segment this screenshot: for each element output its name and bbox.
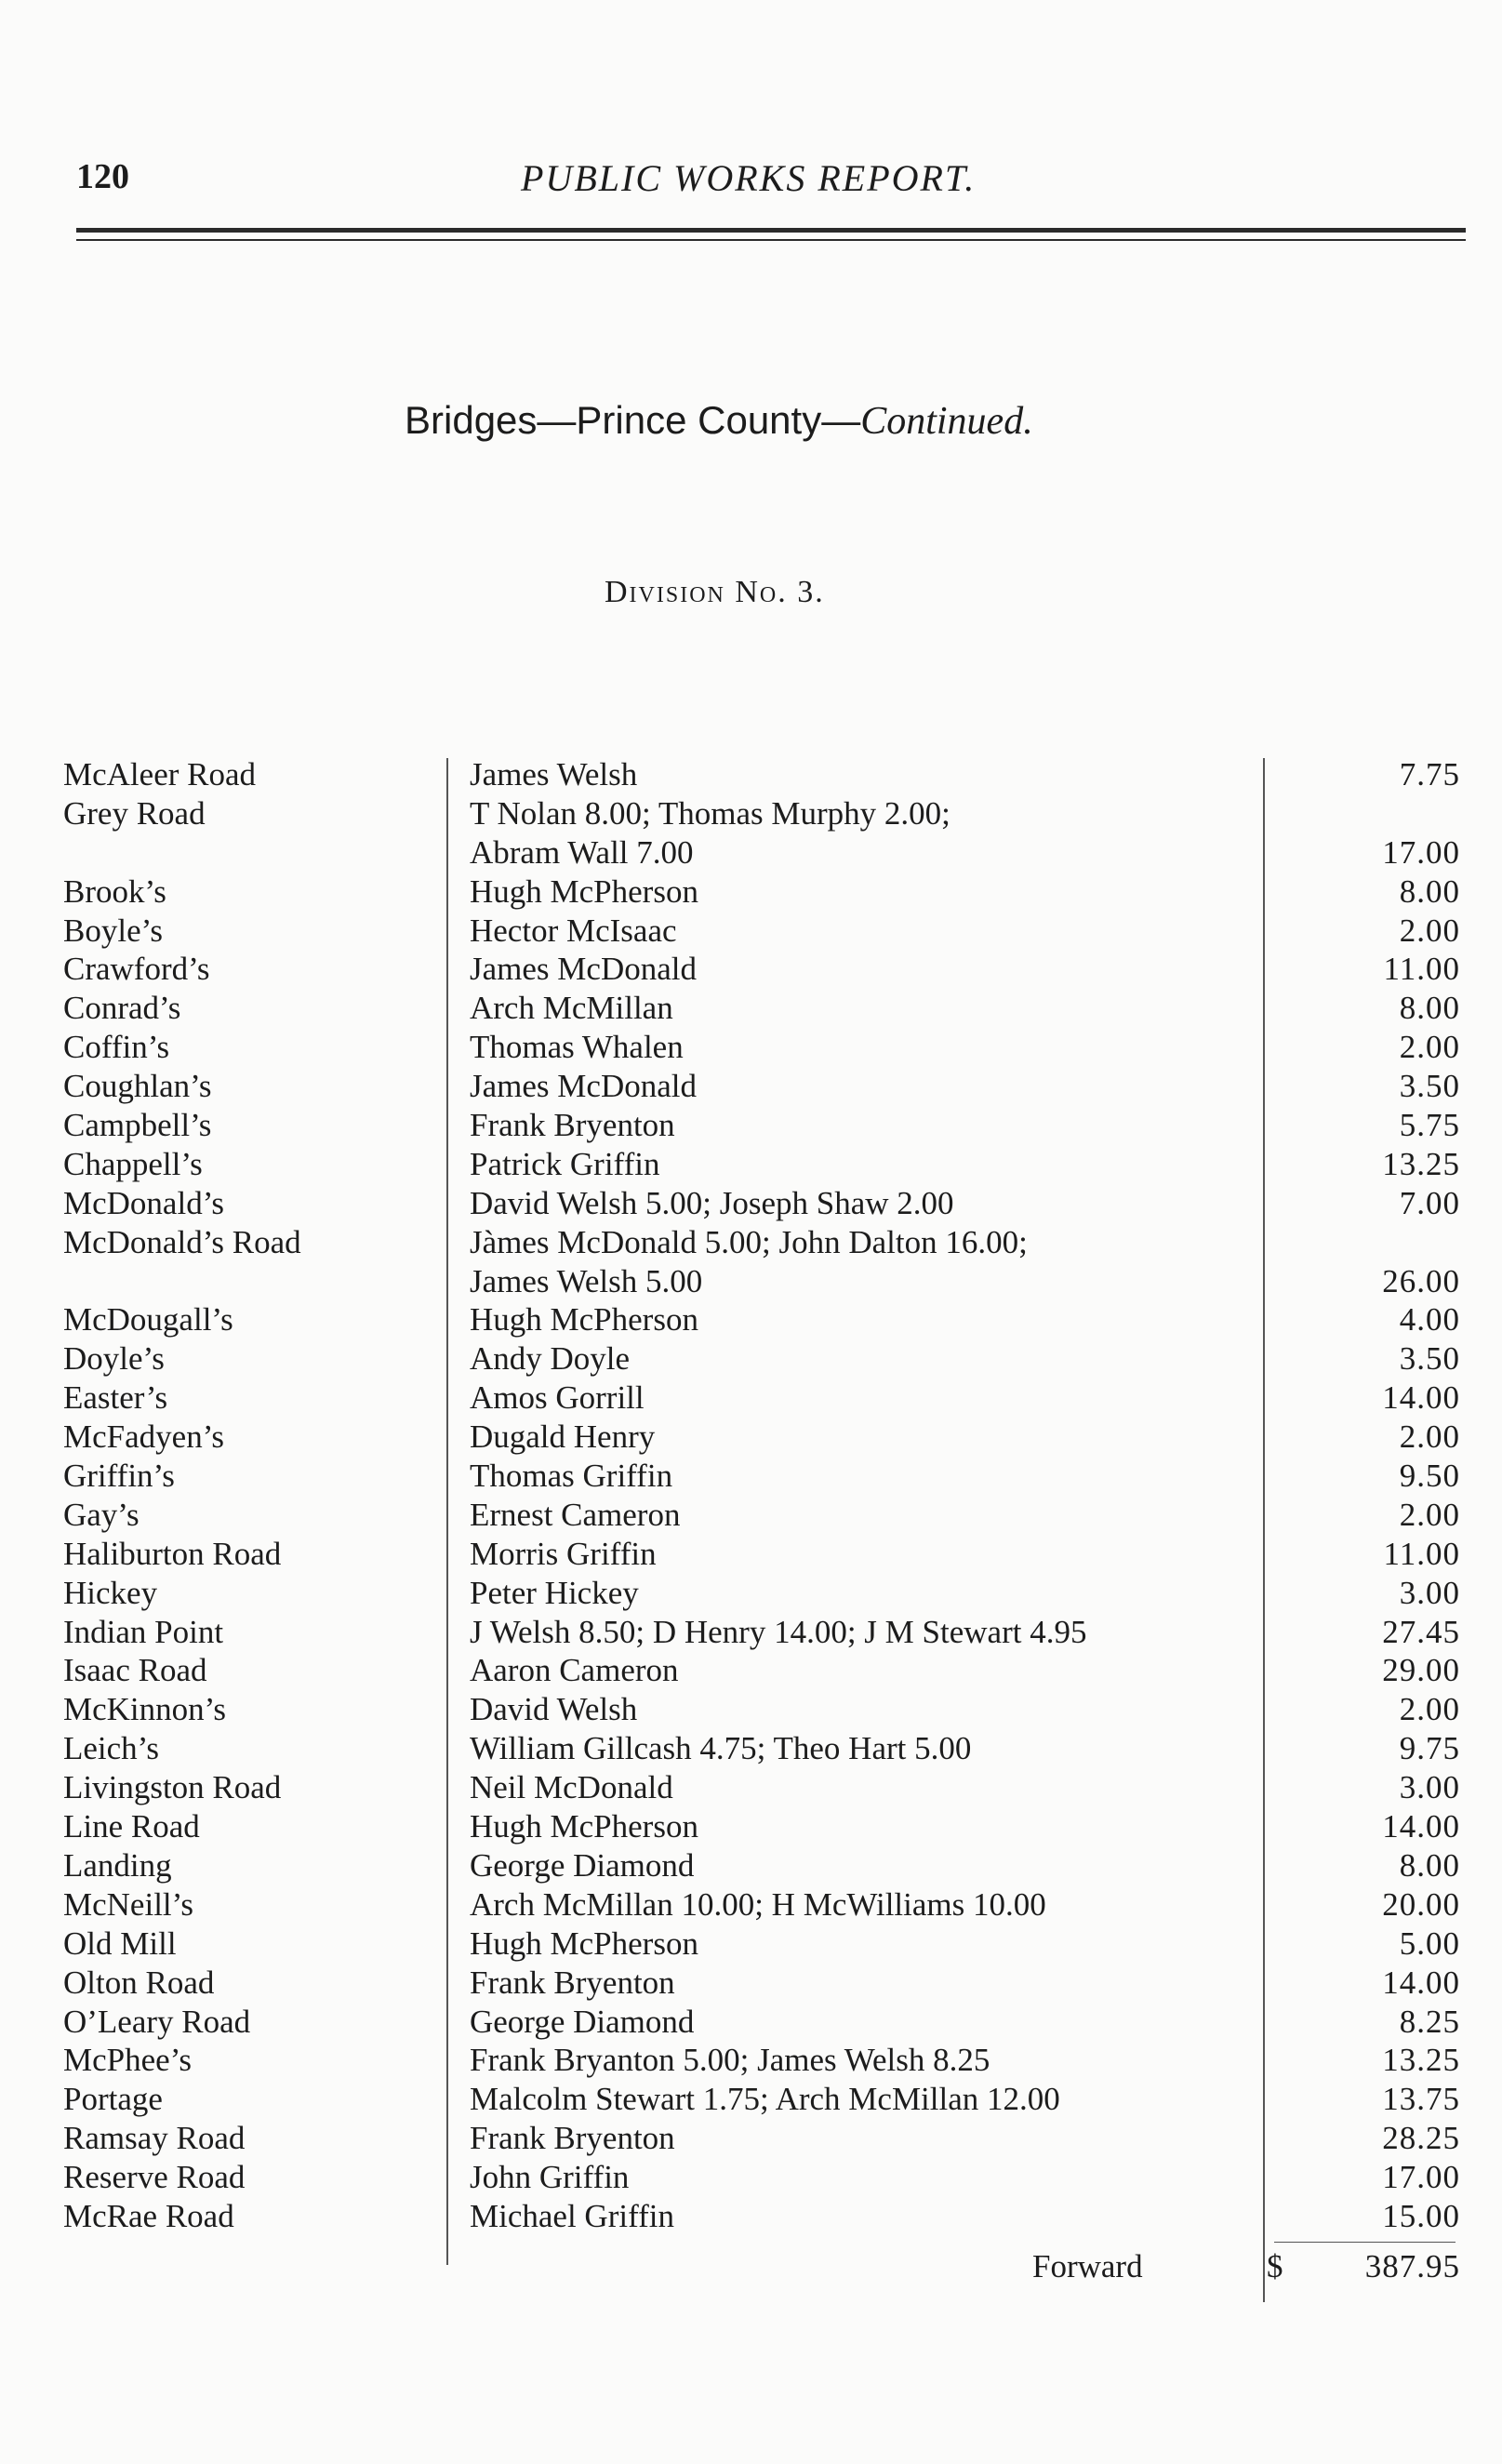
table-row	[0, 1106, 1502, 1145]
payee-entry: Abram Wall 7.00	[470, 833, 694, 871]
amount: 20.00	[1382, 1885, 1460, 1923]
bridge-name: Grey Road	[63, 794, 206, 832]
payee-entry: Hugh McPherson	[470, 1301, 698, 1339]
table-row	[0, 1145, 1502, 1184]
payee-entry: Frank Bryenton	[470, 1107, 675, 1144]
amount: 8.25	[1399, 2003, 1460, 2040]
table-row	[0, 1729, 1502, 1768]
bridge-name: McNeill’s	[63, 1885, 193, 1923]
table-row	[0, 1067, 1502, 1106]
bridge-name: McPhee’s	[63, 2042, 193, 2079]
bridge-name: Brook’s	[63, 872, 166, 910]
payee-entry: James Welsh	[470, 756, 638, 792]
payee-entry: J Welsh 8.50; D Henry 14.00; J M Stewart 4.95	[470, 1613, 1087, 1650]
payee-entry: Thomas Griffin	[470, 1458, 673, 1495]
table-row	[0, 1925, 1502, 1964]
payee-entry: Arch McMillan	[470, 990, 673, 1027]
bridge-name: Coffin’s	[63, 1029, 170, 1066]
payee-entry: Jàmes McDonald 5.00; John Dalton 16.00;	[470, 1223, 1028, 1260]
amount: 13.25	[1382, 2042, 1460, 2079]
payee-entry: Andy Doyle	[470, 1340, 631, 1378]
payee-entry: Ernest Cameron	[470, 1496, 681, 1533]
table-row	[0, 989, 1502, 1028]
amount: 13.75	[1382, 2081, 1460, 2118]
amount: 5.75	[1399, 1107, 1460, 1144]
section-title-continued: Continued.	[860, 400, 1033, 443]
amount: 2.00	[1399, 1418, 1460, 1456]
table-row	[0, 872, 1502, 912]
payee-entry: David Welsh 5.00; Joseph Shaw 2.00	[470, 1184, 954, 1221]
section-title-main: Bridges—Prince County—	[405, 398, 861, 442]
table-row	[0, 1418, 1502, 1457]
amount: 3.50	[1399, 1068, 1460, 1105]
payee-entry: Hugh McPherson	[470, 1925, 698, 1962]
payee-entry: Morris Griffin	[470, 1535, 657, 1572]
amount: 8.00	[1399, 872, 1460, 910]
table-row	[0, 1768, 1502, 1807]
table-row	[0, 755, 1502, 794]
amount: 15.00	[1382, 2197, 1460, 2234]
bridge-name: Griffin’s	[63, 1458, 175, 1495]
payee-entry: William Gillcash 4.75; Theo Hart 5.00	[470, 1730, 972, 1767]
table-row	[0, 794, 1502, 833]
payee-entry: Arch McMillan 10.00; H McWilliams 10.00	[470, 1885, 1046, 1923]
table-row	[0, 1535, 1502, 1574]
amount: 29.00	[1382, 1652, 1460, 1689]
bridge-name: Crawford’s	[63, 951, 210, 988]
amount: 17.00	[1382, 2159, 1460, 2196]
payee-entry: James McDonald	[470, 1068, 697, 1105]
table-row	[0, 1496, 1502, 1535]
amount: 17.00	[1382, 833, 1460, 871]
table-row	[0, 2041, 1502, 2080]
amount: 27.45	[1382, 1613, 1460, 1650]
bridge-name: Easter’s	[63, 1379, 168, 1417]
table-row	[0, 1964, 1502, 2003]
amount: 26.00	[1382, 1262, 1460, 1299]
payee-entry: Hugh McPherson	[470, 1808, 698, 1845]
payee-entry: John Griffin	[470, 2159, 630, 2196]
currency-symbol: $	[1267, 2248, 1283, 2284]
forward-row	[0, 2246, 1502, 2287]
bridge-name: Hickey	[63, 1574, 158, 1611]
bridge-name: Haliburton Road	[63, 1535, 282, 1572]
amount: 8.00	[1399, 1846, 1460, 1884]
ledger-table	[0, 755, 1502, 2236]
bridge-name: Chappell’s	[63, 1145, 203, 1182]
bridge-name: Doyle’s	[63, 1340, 165, 1378]
amount: 2.00	[1399, 1496, 1460, 1533]
payee-entry: Frank Bryenton	[470, 2120, 675, 2157]
amount: 8.00	[1399, 990, 1460, 1027]
amount: 28.25	[1382, 2120, 1460, 2157]
page-number: 120	[76, 157, 129, 196]
bridge-name: Boyle’s	[63, 912, 163, 949]
payee-entry: Patrick Griffin	[470, 1145, 660, 1182]
bridge-name: Olton Road	[63, 1964, 215, 2001]
amount: 11.00	[1383, 1535, 1460, 1572]
bridge-name: Ramsay Road	[63, 2120, 246, 2157]
payee-entry: George Diamond	[470, 2003, 695, 2040]
payee-entry: Peter Hickey	[470, 1574, 639, 1611]
amount: 2.00	[1399, 1691, 1460, 1728]
payee-entry: Hugh McPherson	[470, 872, 698, 910]
bridge-name: Campbell’s	[63, 1107, 212, 1144]
table-row	[0, 2080, 1502, 2119]
bridge-name: Gay’s	[63, 1496, 140, 1533]
bridge-name: Isaac Road	[63, 1652, 207, 1689]
amount: 3.00	[1399, 1769, 1460, 1806]
amount: 14.00	[1382, 1964, 1460, 2001]
bridge-name: Leich’s	[63, 1730, 160, 1767]
header-rule-thin	[76, 239, 1466, 241]
running-title: PUBLIC WORKS REPORT.	[521, 157, 977, 199]
amount: 13.25	[1382, 1145, 1460, 1182]
amount: 7.75	[1399, 756, 1460, 792]
bridge-name: Conrad’s	[63, 990, 181, 1027]
bridge-name: Livingston Road	[63, 1769, 282, 1806]
payee-entry: Frank Bryenton	[470, 1964, 675, 2001]
amount: 7.00	[1399, 1184, 1460, 1221]
table-row	[0, 1339, 1502, 1379]
table-row	[0, 1379, 1502, 1418]
amount: 5.00	[1399, 1925, 1460, 1962]
payee-entry: Aaron Cameron	[470, 1652, 679, 1689]
amount: 14.00	[1382, 1379, 1460, 1417]
payee-entry: Michael Griffin	[470, 2197, 674, 2234]
payee-entry: Thomas Whalen	[470, 1029, 684, 1066]
table-row	[0, 1885, 1502, 1925]
payee-entry: Frank Bryanton 5.00; James Welsh 8.25	[470, 2042, 990, 2079]
payee-entry: George Diamond	[470, 1846, 695, 1884]
table-row	[0, 1651, 1502, 1690]
table-row	[0, 2158, 1502, 2197]
payee-entry: Neil McDonald	[470, 1769, 673, 1806]
table-row	[0, 833, 1502, 872]
payee-entry: T Nolan 8.00; Thomas Murphy 2.00;	[470, 794, 950, 832]
amount: 2.00	[1399, 1029, 1460, 1066]
bridge-name: McKinnon’s	[63, 1691, 226, 1728]
table-row	[0, 2197, 1502, 2236]
amount: 2.00	[1399, 912, 1460, 949]
bridge-name: McDonald’s Road	[63, 1223, 301, 1260]
bridge-name: Landing	[63, 1846, 172, 1884]
table-row	[0, 1574, 1502, 1613]
total-rule	[1274, 2242, 1455, 2243]
forward-label: Forward	[1032, 2248, 1143, 2284]
bridge-name: Portage	[63, 2081, 163, 2118]
bridge-name: Line Road	[63, 1808, 200, 1845]
bridge-name: McDougall’s	[63, 1301, 233, 1339]
table-row	[0, 1223, 1502, 1262]
amount: 3.50	[1399, 1340, 1460, 1378]
bridge-name: Indian Point	[63, 1613, 224, 1650]
table-row	[0, 950, 1502, 989]
table-row	[0, 1028, 1502, 1067]
table-row	[0, 1613, 1502, 1652]
bridge-name: McFadyen’s	[63, 1418, 225, 1456]
payee-entry: James McDonald	[470, 951, 697, 988]
payee-entry: Hector McIsaac	[470, 912, 677, 949]
amount: 4.00	[1399, 1301, 1460, 1339]
table-row	[0, 2003, 1502, 2042]
bridge-name: McDonald’s	[63, 1184, 225, 1221]
amount: 11.00	[1383, 951, 1460, 988]
table-row	[0, 1184, 1502, 1223]
bridge-name: Coughlan’s	[63, 1068, 212, 1105]
table-row	[0, 912, 1502, 951]
bridge-name: Old Mill	[63, 1925, 177, 1962]
amount: 9.50	[1399, 1458, 1460, 1495]
table-row	[0, 1690, 1502, 1729]
payee-entry: Amos Gorrill	[470, 1379, 645, 1417]
payee-entry: James Welsh 5.00	[470, 1262, 703, 1299]
table-row	[0, 1262, 1502, 1301]
payee-entry: Malcolm Stewart 1.75; Arch McMillan 12.00	[470, 2081, 1060, 2118]
header-rule-thick	[76, 228, 1466, 233]
section-title	[405, 398, 1033, 444]
amount: 14.00	[1382, 1808, 1460, 1845]
bridge-name: McAleer Road	[63, 756, 257, 792]
bridge-name: McRae Road	[63, 2197, 234, 2234]
payee-entry: Dugald Henry	[470, 1418, 656, 1456]
amount: 9.75	[1399, 1730, 1460, 1767]
table-row	[0, 1457, 1502, 1496]
division-heading: Division No. 3.	[605, 575, 825, 609]
payee-entry: David Welsh	[470, 1691, 638, 1728]
table-row	[0, 1807, 1502, 1846]
bridge-name: O’Leary Road	[63, 2003, 251, 2040]
amount: 3.00	[1399, 1574, 1460, 1611]
forward-total: 387.95	[1364, 2248, 1460, 2284]
bridge-name: Reserve Road	[63, 2159, 246, 2196]
table-row	[0, 1846, 1502, 1885]
table-row	[0, 2119, 1502, 2158]
table-row	[0, 1300, 1502, 1339]
